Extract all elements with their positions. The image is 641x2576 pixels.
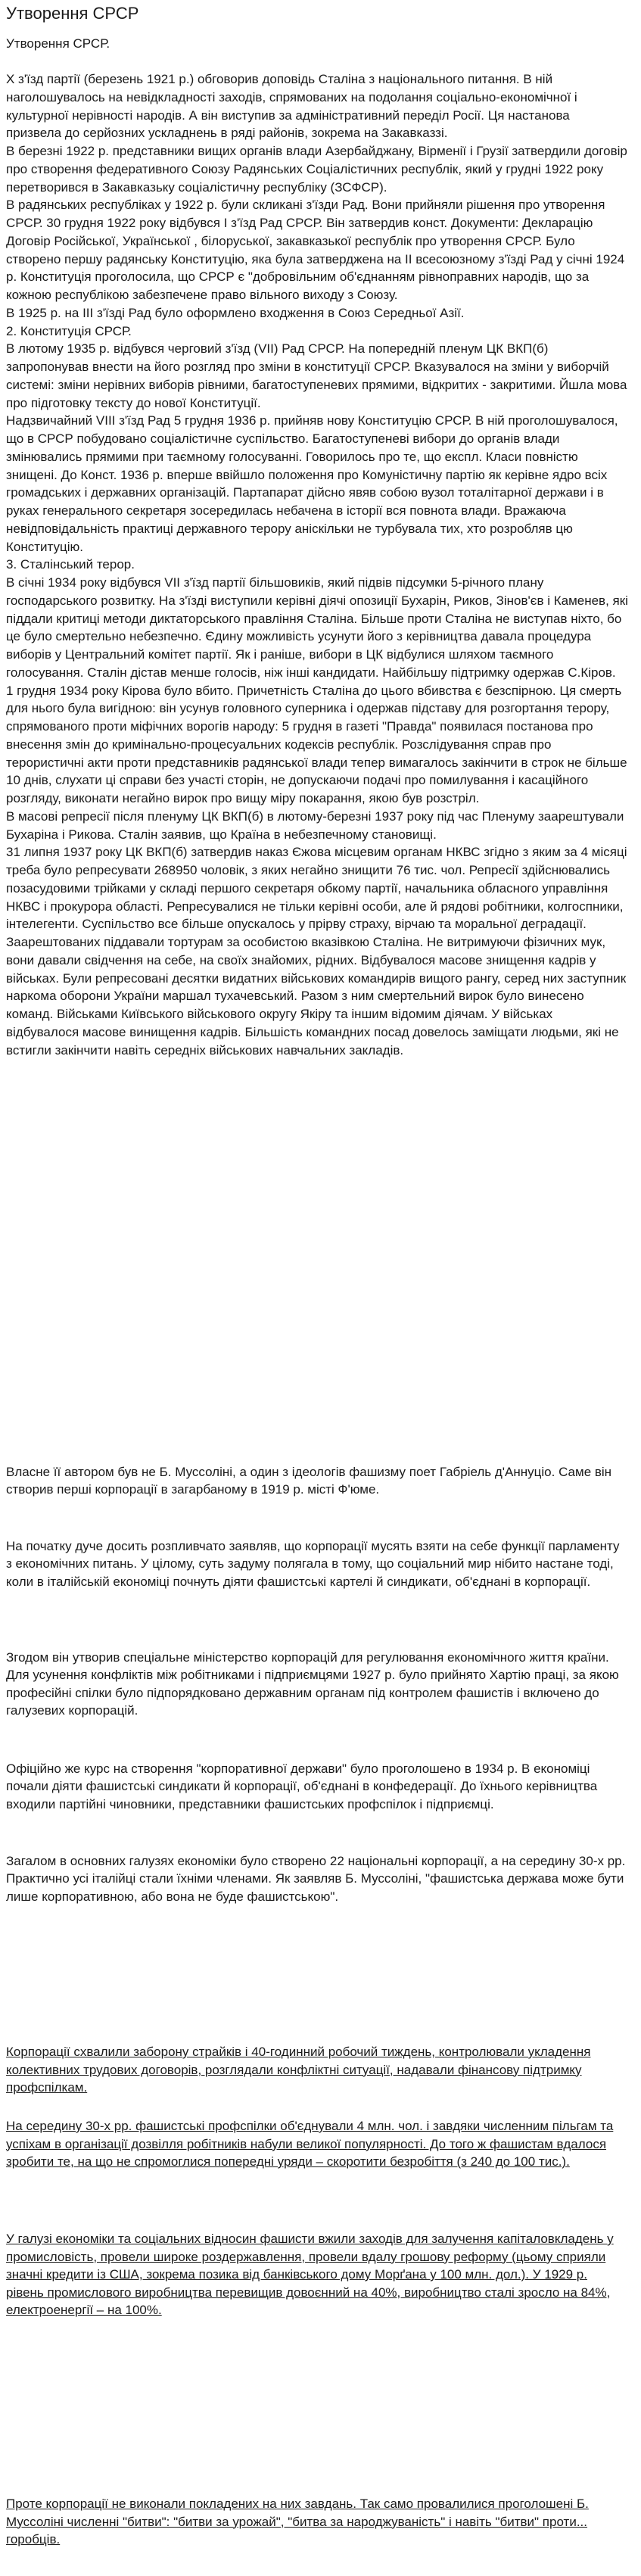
fascism-paragraph: На початку дуче досить розпливчато заявляв, що корпорації мусять взяти на себе функції парламенту з економічних питань. У цілому, суть задуму полягала в тому, що соціальний мир нібито настане тоді, коли в італійській економіці почнуть діяти фашистські картелі й синдикати, об'єднані в корпорації. [6, 1539, 620, 1589]
section-subtitle: Утворення СРСР. [6, 36, 110, 51]
section-heading: 3. Сталінський терор. [6, 557, 135, 572]
fascism-paragraph: Офіційно же курс на створення "корпоративної держави" було проголошено в 1934 р. В економіці почали діяти фашистські синдикати й корпорації, об'єднані в конфедерації. До їхнього керівництва входили партійні чиновники, представники фашистських профспілок і підприємці. [6, 1761, 598, 1811]
fascism-paragraph: Згодом він утворив спеціальне міністерство корпорацій для регулювання економічного життя країни. Для усунення конфліктів між робітниками і підприємцями 1927 р. було прийнято Хартію праці, за якою професійні спілки було підпорядковано державним органам під контролем фашистів і включено до галузевих корпорацій. [6, 1650, 619, 1718]
text-paragraph: Надзвичайний VIII з'їзд Рад 5 грудня 1936 р. прийняв нову Конституцію СРСР. В ній проголошувалося, що в СРСР побудовано соціалістичне суспільство. Багатоступеневі вибори до органів влади змінювались прямими при таємному голосуванні. Говорилось про те, що експл. Класи повністю знищені. До Конст. 1936 р. вперше ввійшло положення про Комуністичну партію як керівне ядро всіх громадських і державних організацій. Партапарат дійсно явяв собою вузол тоталітарної держави і в руках генерального секретаря зосередилась небачена в історії вся повнота влади. Вражаюча невідповідальність практиці державного терору аніскільки не турбувала тих, хто розробляв цю Конституцію. [6, 413, 618, 554]
corporations-paragraph: Корпорації схвалили заборону страйків і 40-годинний робочий тиждень, контролювали укладення колективних трудових договорів, розглядали конфліктні ситуації, надавали фінансову підтримку профспілкам. [6, 2045, 591, 2095]
text-paragraph: X з'їзд партії (березень 1921 р.) обговорив доповідь Сталіна з національного питання. В ній наголошувалось на невідкладності заходів, спрямованих на подолання соціально-економічної і культурної нерівності народів. А він виступив за адміністративний переділ Росії. Ця настанова призвела до серйозних ускладнень в ряді районів, зокрема на Закавказзі. [6, 72, 577, 141]
text-paragraph: 1 грудня 1934 року Кірова було вбито. Причетність Сталіна до цього вбивства є безспірною. Ця смерть для нього була вигідною: він усунув головного суперника і одержав підставу для розгортання терору, спрямованого проти міфічних ворогів народу: 5 грудня в газеті "Правда" появилася постанова про внесення змін до кримінально-процесуальних кодексів республік. Розслідування справ про терористичні акти проти представників радянської влади тепер вимагалось закінчити в строк не більше 10 днів, слухати ці справи без участі сторін, не допускаючи подачі про помилування і касаційного розгляду, виконати негайно вирок про вищу міру покарання, якою був розстріл. [6, 683, 627, 805]
fascism-paragraph: Загалом в основних галузях економіки було створено 22 національні корпорації, а на середину 30-х рр. Практично усі італійці стали їхніми членами. Як заявляв Б. Муссоліні, "фашистська держава може бути лише корпоративною, або вона не буде фашистською". [6, 1854, 626, 1904]
corporations-paragraph: Проте корпорації не виконали покладених на них завдань. Так само провалилися проголошені Б. Муссоліні численні "битви": "битви за урожай", "битва за народжуваність" і навіть "битви" проти... горобців. [6, 2497, 589, 2546]
corporations-paragraph: На середину 30-х рр. фашистські профспілки об'єднували 4 млн. чол. і завдяки численним пільгам та успіхам в організації дозвілля робітників набули великої популярності. До того ж фашистам вдалося зробити те, на що не спромоглися попередні уряди – скоротити безробіття (з 240 до 100 тис.). [6, 2119, 614, 2169]
text-paragraph: В січні 1934 року відбувся VII з'їзд партії більшовиків, який підвів підсумки 5-річного плану господарського розвитку. На з'їзді виступили керівні діячі опозиції Бухарін, Риков, Зінов'єв і Каменев, які піддали критиці методи диктаторського правління Сталіна. Більше проти Сталіна не виступав ніхто, бо це було смертельно небезпечно. Єдину можливість усунути його з керівництва давала процедура виборів у Центральний комітет партії. Як і раніше, вибори в ЦК відбулися шляхом таємного голосування. Сталін дістав менше голосів, ніж інші кандидати. Найбільшу підтримку одержав С.Кіров. [6, 575, 628, 680]
main-text-block [6, 70, 628, 1059]
text-paragraph: В лютому 1935 р. відбувся черговий з'їзд (VII) Рад СРСР. На попередній пленум ЦК ВКП(б) запропонував внести на його розгляд про зміни в конституції СРСР. Вказувалося на зміни у виборчій системі: зміни нерівних виборів рівними, багатоступеневих прямими, відкритих - закритими. Йшла мова про підготовку тексту до нової Конституції. [6, 341, 627, 410]
text-paragraph: В 1925 р. на III з'їзді Рад було оформлено входження в Союз Середньої Азії. [6, 305, 465, 320]
section-heading: 2. Конституція СРСР. [6, 323, 132, 338]
text-paragraph: В масові репресії після пленуму ЦК ВКП(б) в лютому-березні 1937 року під час Пленуму заарештували Бухаріна і Рикова. Сталін заявив, що Країна в небезпечному становищі. [6, 808, 624, 842]
text-paragraph: В радянських республіках у 1922 р. були скликані з'їзди Рад. Вони прийняли рішення про утворення СРСР. 30 грудня 1922 року відбувся I з'їзд Рад СРСР. Він затвердив конст. Документи: Декларацію Договір Російської, Української , білоруської, закавказької республік про утворення СРСР. Було створено першу радянську Конституцію, яка була затверджена на II всесоюзному з'їзді Рад у січні 1924 р. Конституція проголосила, що СРСР є "добровільним об'єднанням рівноправних народів, що за кожною республікою забезпечене право вільного виходу з Союзу. [6, 198, 625, 302]
corporations-paragraph: У галузі економіки та соціальних відносин фашисти вжили заходів для залучення капіталовкладень у промисловість, провели широке роздержавлення, провели вдалу грошову реформу (цьому сприяли значні кредити із США, зокрема позика від банківського дому Морґана у 100 млн. дол.). У 1929 р. рівень промислового виробництва перевищив довоєнний на 40%, виробництво сталі зросло на 84%, електроенергії – на 100%. [6, 2232, 614, 2317]
text-paragraph: 31 липня 1937 року ЦК ВКП(б) затвердив наказ Єжова місцевим органам НКВС згідно з яким за 4 місяці треба було репресувати 268950 чоловік, з яких негайно знищити 76 тис. чол. Репресії здійснювались позасудовими трійками у складі першого секретаря обкому партії, начальника обласного управління НКВС і прокурора області. Репресувалися не тільки керівні особи, але й рядові робітники, колгоспники, інтелегенти. Суспільство все більше опускалось у прірву страху, вірчаю та моральної деградації. Заарештованих піддавали тортурам за особистою вказівкою Сталіна. Не витримуючи фізичних мук, вони давали свідчення на себе, на своїх знайомих, рідних. Відбувалося масове знищення кадрів у військах. Були репресовані десятки видатних військових командирів вищого рангу, серед них заступник наркома оборони України маршал тухачевський. Разом з ним смертельний вирок було винесено команд. Військами Київського військового округу Якіру та іншим відомим діячам. У військах відбувалося масове винищення кадрів. Більшість командних посад довелось заміщати людьми, які не встигли закінчити навіть середніх військових навчальних закладів. [6, 845, 627, 1057]
text-paragraph: В березні 1922 р. представники вищих органів влади Азербайджану, Вірменії і Грузії затвердили договір про створення федеративного Союзу Радянських Соціалістичних республік, який у грудні 1922 року перетворився в Закавказьку соціалістичну республіку (ЗСФСР). [6, 144, 627, 195]
page-title: Утворення СРСР [6, 4, 139, 23]
fascism-paragraph: Власне її автором був не Б. Муссоліні, а один з ідеологів фашизму поет Габріель д'Аннуціо. Саме він створив перші корпорації в загарбаному в 1919 р. місті Ф'юме. [6, 1465, 612, 1497]
